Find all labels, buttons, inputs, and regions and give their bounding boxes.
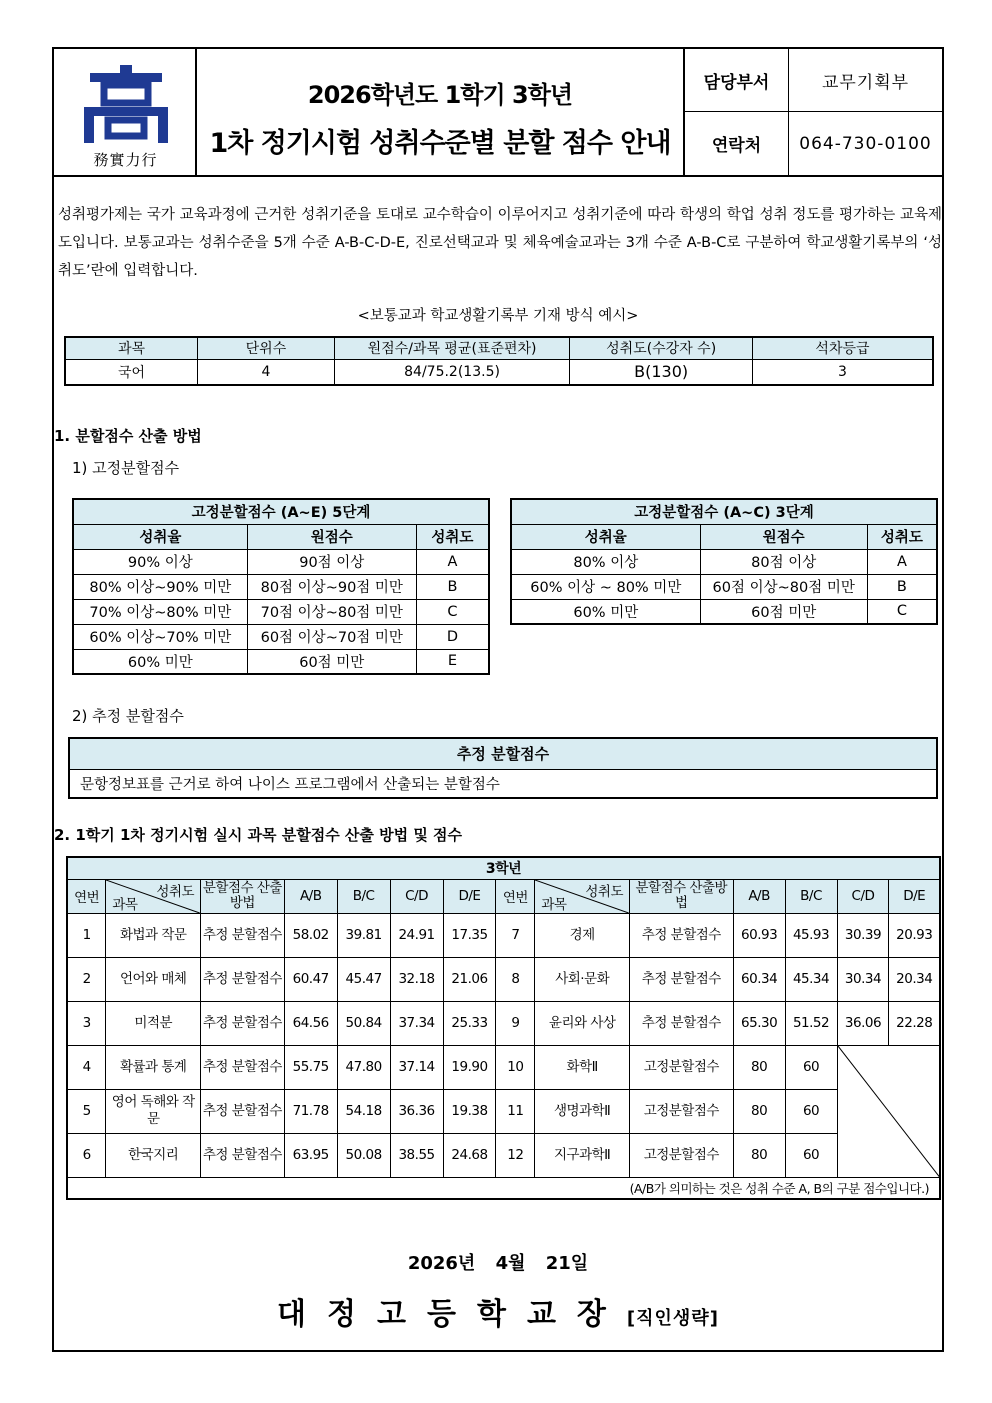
header-bc: B/C: [337, 879, 390, 913]
row-subject: 미적분: [106, 1001, 201, 1045]
header-method: 분할점수 산출방법: [630, 879, 734, 913]
example-cell: 국어: [65, 359, 198, 385]
score-header-row: [67, 879, 940, 913]
example-header-cell: 원점수/과목 평균(표준편차): [334, 337, 570, 359]
row-no: 1: [67, 913, 106, 957]
row-cd: 30.39: [837, 913, 889, 957]
row-de: 25.33: [443, 1001, 496, 1045]
row-bc: 50.84: [337, 1001, 390, 1045]
table-cell: C: [867, 599, 937, 624]
row-bc: 54.18: [337, 1089, 390, 1133]
row-subject: 한국지리: [106, 1133, 201, 1177]
row-bc: 47.80: [337, 1045, 390, 1089]
fixed-5-header-cell: 성취율: [73, 524, 247, 549]
row-de: 22.28: [889, 1001, 940, 1045]
row-de: 20.93: [889, 913, 940, 957]
row-subject: 화학Ⅱ: [535, 1045, 630, 1089]
info-cell: [685, 49, 942, 175]
row-subject: 언어와 매체: [106, 957, 201, 1001]
row-bc: 45.34: [785, 957, 837, 1001]
fixed-5-header-cell: 성취도: [416, 524, 489, 549]
table-row: [73, 549, 489, 574]
section1-sub2: 2) 추정 분할점수: [72, 707, 184, 725]
header-ab: A/B: [733, 879, 785, 913]
dept-row: [685, 49, 942, 112]
page-title-line2: 1차 정기시험 성취수준별 분할 점수 안내: [209, 128, 671, 159]
header-bc: B/C: [785, 879, 837, 913]
fixed-3-header-cell: 성취도: [867, 524, 937, 549]
fixed-3-header-cell: 성취율: [511, 524, 700, 549]
row-method: 고정분할점수: [630, 1089, 734, 1133]
table-row: [73, 624, 489, 649]
row-bc: 39.81: [337, 913, 390, 957]
table-cell: 60% 미만: [511, 599, 700, 624]
table-cell: 80% 이상: [511, 549, 700, 574]
table-cell: 70% 이상~80% 미만: [73, 599, 247, 624]
example-cell: 84/75.2(13.5): [334, 359, 570, 385]
example-cell: B(130): [570, 359, 753, 385]
row-de: 17.35: [443, 913, 496, 957]
header-cd: C/D: [390, 879, 443, 913]
row-cd: 38.55: [390, 1133, 443, 1177]
intro-paragraph: 성취평가제는 국가 교육과정에 근거한 성취기준을 토대로 교수학습이 이루어지고 성취기준에 따라 학생의 학업 성취 정도를 평가하는 교육제도입니다. 보통교과는 성취수준을 5개 수준 A-B-C-D-E, 진로선택교과 및 체육예술교과는 3개 수준 A-B-C로 구분하여 학교생활기록부의 ‘성취도’란에 입력합니다.: [58, 207, 942, 279]
row-bc: 45.93: [785, 913, 837, 957]
principal-name: 대정고등학교장: [277, 1297, 627, 1332]
row-cd: 32.18: [390, 957, 443, 1001]
dept-label: 담당부서: [685, 49, 789, 111]
row-no: 5: [67, 1089, 106, 1133]
row-cd: 30.34: [837, 957, 889, 1001]
row-cd: 36.06: [837, 1001, 889, 1045]
row-ab: 80: [733, 1045, 785, 1089]
contact-row: [685, 112, 942, 175]
row-ab: 55.75: [284, 1045, 337, 1089]
contact-label: 연락처: [685, 112, 789, 175]
example-cell: 4: [198, 359, 335, 385]
row-no: 9: [496, 1001, 535, 1045]
row-method: 추정 분할점수: [201, 1089, 285, 1133]
example-cell: 3: [752, 359, 933, 385]
section1-sub1: 1) 고정분할점수: [72, 459, 180, 477]
table-cell: B: [867, 574, 937, 599]
table-cell: 90% 이상: [73, 549, 247, 574]
row-cd: 36.36: [390, 1089, 443, 1133]
document-frame: [52, 47, 944, 1352]
empty-diagonal-cell: [837, 1045, 940, 1177]
score-note: (A/B가 의미하는 것은 성취 수준 A, B의 구분 점수입니다.): [67, 1177, 940, 1199]
example-caption: <보통교과 학교생활기록부 기재 방식 예시>: [357, 308, 639, 324]
dept-value: 교무기획부: [821, 72, 910, 93]
example-header-cell: 과목: [65, 337, 198, 359]
fixed-3-header-cell: 원점수: [700, 524, 867, 549]
header-de: D/E: [889, 879, 940, 913]
header-diag-top: 성취도: [156, 883, 195, 900]
example-header-row: [65, 337, 933, 359]
row-bc: 51.52: [785, 1001, 837, 1045]
table-row: [73, 599, 489, 624]
header-ab: A/B: [284, 879, 337, 913]
row-method: 추정 분할점수: [630, 913, 734, 957]
row-no: 12: [496, 1133, 535, 1177]
grade-label: 3학년: [67, 857, 940, 879]
table-row: [73, 574, 489, 599]
example-header-cell: 단위수: [198, 337, 335, 359]
row-subject: 영어 독해와 작문: [106, 1089, 201, 1133]
contact-value: 064-730-0100: [799, 133, 932, 154]
row-ab: 65.30: [733, 1001, 785, 1045]
table-row: [511, 549, 937, 574]
row-subject: 화법과 작문: [106, 913, 201, 957]
table-row: [67, 957, 940, 1001]
fixed-5-table: [72, 498, 490, 675]
header-no: 연번: [67, 879, 106, 913]
row-no: 4: [67, 1045, 106, 1089]
table-cell: 80% 이상~90% 미만: [73, 574, 247, 599]
row-subject: 사회·문화: [535, 957, 630, 1001]
table-cell: 60점 미만: [247, 649, 416, 674]
row-method: 추정 분할점수: [201, 1045, 285, 1089]
row-subject: 지구과학Ⅱ: [535, 1133, 630, 1177]
row-de: 20.34: [889, 957, 940, 1001]
table-cell: 60점 이상~80점 미만: [700, 574, 867, 599]
row-bc: 60: [785, 1133, 837, 1177]
table-row: [67, 1133, 940, 1177]
table-cell: 60% 이상 ~ 80% 미만: [511, 574, 700, 599]
section2-title: 2. 1학기 1차 정기시험 실시 과목 분할점수 산출 방법 및 점수: [54, 826, 463, 844]
fixed-3-table: [510, 498, 938, 625]
estimate-table: [68, 737, 938, 799]
table-cell: 70점 이상~80점 미만: [247, 599, 416, 624]
header-diag-top: 성취도: [585, 883, 623, 900]
section1-title: 1. 분할점수 산출 방법: [54, 427, 202, 445]
table-row: [73, 649, 489, 674]
row-bc: 45.47: [337, 957, 390, 1001]
row-ab: 80: [733, 1133, 785, 1177]
table-cell: 90점 이상: [247, 549, 416, 574]
table-cell: 80점 이상: [700, 549, 867, 574]
row-ab: 64.56: [284, 1001, 337, 1045]
table-cell: C: [416, 599, 489, 624]
row-no: 6: [67, 1133, 106, 1177]
header-de: D/E: [443, 879, 496, 913]
row-no: 2: [67, 957, 106, 1001]
table-cell: D: [416, 624, 489, 649]
row-ab: 80: [733, 1089, 785, 1133]
header-diag: [106, 879, 201, 913]
row-ab: 60.34: [733, 957, 785, 1001]
table-row: [511, 574, 937, 599]
row-cd: 37.34: [390, 1001, 443, 1045]
table-row: [67, 1089, 940, 1133]
row-method: 추정 분할점수: [201, 1133, 285, 1177]
table-cell: E: [416, 649, 489, 674]
row-ab: 60.47: [284, 957, 337, 1001]
fixed-3-title: 고정분할점수 (A~C) 3단계: [511, 499, 937, 524]
row-subject: 확률과 통계: [106, 1045, 201, 1089]
row-de: 24.68: [443, 1133, 496, 1177]
table-cell: 60% 미만: [73, 649, 247, 674]
score-table: [66, 856, 941, 1200]
document-date: 2026년 4월 21일: [407, 1253, 589, 1274]
title-cell: [197, 49, 685, 175]
row-ab: 60.93: [733, 913, 785, 957]
school-logo-icon: [84, 65, 168, 143]
table-cell: 60점 이상~70점 미만: [247, 624, 416, 649]
row-method: 고정분할점수: [630, 1133, 734, 1177]
row-no: 8: [496, 957, 535, 1001]
row-subject: 경제: [535, 913, 630, 957]
header-no: 연번: [496, 879, 535, 913]
header-diag-bottom: 과목: [112, 896, 138, 913]
example-table: [64, 336, 934, 386]
table-row: [67, 913, 940, 957]
table-cell: A: [867, 549, 937, 574]
row-subject: 윤리와 사상: [535, 1001, 630, 1045]
fixed-3-header-row: [511, 524, 937, 549]
table-cell: A: [416, 549, 489, 574]
row-subject: 생명과학Ⅱ: [535, 1089, 630, 1133]
signature-line: [54, 1289, 942, 1333]
row-de: 21.06: [443, 957, 496, 1001]
table-cell: 80점 이상~90점 미만: [247, 574, 416, 599]
logo-cell: [54, 49, 197, 175]
seal-note: [직인생략]: [626, 1308, 719, 1329]
table-row: [67, 1045, 940, 1089]
row-ab: 71.78: [284, 1089, 337, 1133]
row-no: 11: [496, 1089, 535, 1133]
row-no: 3: [67, 1001, 106, 1045]
row-bc: 60: [785, 1045, 837, 1089]
page-title-line1: 2026학년도 1학기 3학년: [307, 81, 573, 109]
row-method: 추정 분할점수: [201, 913, 285, 957]
row-bc: 50.08: [337, 1133, 390, 1177]
table-row: [67, 1001, 940, 1045]
example-header-cell: 석차등급: [752, 337, 933, 359]
row-cd: 37.14: [390, 1045, 443, 1089]
header-cd: C/D: [837, 879, 889, 913]
row-cd: 24.91: [390, 913, 443, 957]
table-row: [511, 599, 937, 624]
row-de: 19.90: [443, 1045, 496, 1089]
fixed-5-title: 고정분할점수 (A~E) 5단계: [73, 499, 489, 524]
row-de: 19.38: [443, 1089, 496, 1133]
row-method: 추정 분할점수: [201, 1001, 285, 1045]
row-no: 7: [496, 913, 535, 957]
row-ab: 63.95: [284, 1133, 337, 1177]
table-cell: 60% 이상~70% 미만: [73, 624, 247, 649]
table-cell: 60점 미만: [700, 599, 867, 624]
example-header-cell: 성취도(수강자 수): [570, 337, 753, 359]
row-method: 고정분할점수: [630, 1045, 734, 1089]
estimate-title: 추정 분할점수: [69, 738, 937, 769]
document-header: [54, 49, 942, 177]
row-method: 추정 분할점수: [201, 957, 285, 1001]
row-method: 추정 분할점수: [630, 1001, 734, 1045]
example-row: [65, 359, 933, 385]
fixed-5-header-cell: 원점수: [247, 524, 416, 549]
header-diag-bottom: 과목: [541, 896, 567, 913]
row-method: 추정 분할점수: [630, 957, 734, 1001]
table-cell: B: [416, 574, 489, 599]
estimate-desc: 문항정보표를 근거로 하여 나이스 프로그램에서 산출되는 분할점수: [69, 769, 937, 798]
row-no: 10: [496, 1045, 535, 1089]
header-method: 분할점수 산출방법: [201, 879, 285, 913]
row-bc: 60: [785, 1089, 837, 1133]
fixed-5-header-row: [73, 524, 489, 549]
header-diag: [535, 879, 630, 913]
row-ab: 58.02: [284, 913, 337, 957]
logo-motto: 務實力行: [93, 151, 158, 169]
